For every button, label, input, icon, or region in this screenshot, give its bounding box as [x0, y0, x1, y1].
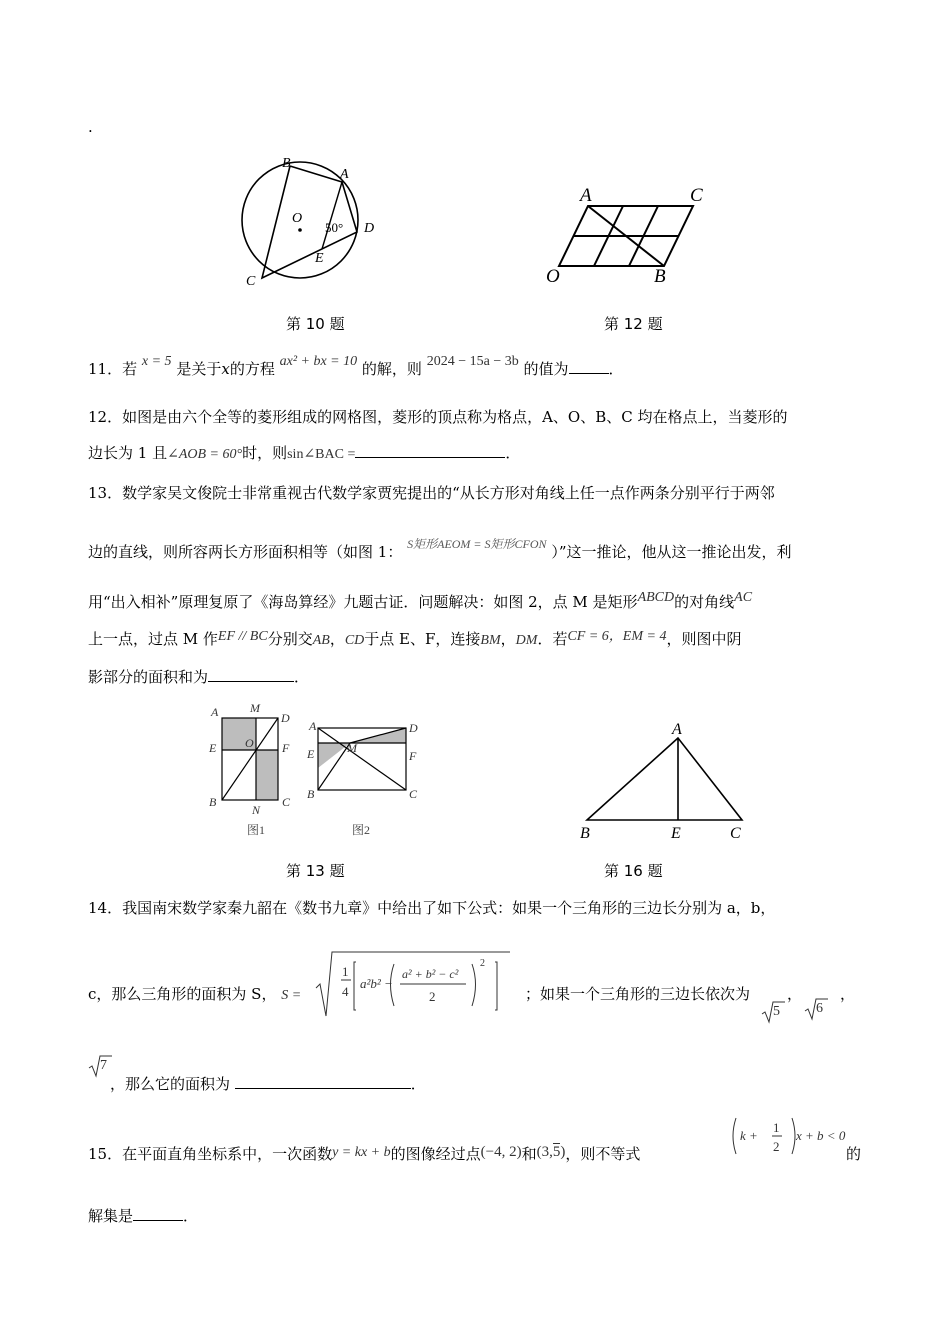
- fig1-caption: 图1: [247, 823, 266, 837]
- answer-blank-14[interactable]: [235, 1074, 411, 1089]
- question-13-line2: 边的直线，则所容两长方形面积相等（如图 1： $^{S矩形AEOM = S矩形CFON}$ ）”这一推论，他从这一推论出发，利: [88, 537, 792, 561]
- inequality-formula: [728, 1114, 846, 1164]
- caption-q12: 第 12 题: [604, 315, 663, 333]
- caption-q16: 第 16 题: [604, 862, 663, 880]
- label-O: O: [245, 736, 254, 750]
- figure-q13-fig1: [205, 700, 305, 840]
- question-15-line1: 15．在平面直角坐标系中，一次函数y = kx + b的图像经过点(−4, 2)和(3,5)，则不等式: [88, 1144, 641, 1163]
- comma-2: ，: [840, 985, 856, 1003]
- numerator: a² + b² − c²: [402, 967, 459, 981]
- label-B: B: [580, 825, 590, 842]
- label-M: M: [347, 741, 357, 755]
- label-E: E: [315, 251, 324, 266]
- figure-q13-fig2: [305, 700, 425, 840]
- answer-blank-13[interactable]: [208, 667, 294, 682]
- question-13-line3: 用“出入相补”原理复原了《海岛算经》九题古证．问题解决：如图 2，点 M 是矩形ABCD的对角线AC: [88, 590, 753, 611]
- figure-q10-circle: [230, 150, 390, 290]
- label-B: B: [307, 787, 315, 801]
- question-12-line2: 边长为 1 且∠AOB = 60°时，则sin∠BAC = ．: [88, 444, 521, 462]
- label-C: C: [730, 825, 741, 842]
- answer-blank-12[interactable]: [355, 443, 505, 458]
- square-exponent: 2: [480, 958, 485, 969]
- label-D: D: [364, 221, 375, 236]
- question-13-line1: 13．数学家吴文俊院士非常重视古代数学家贾宪提出的“从长方形对角线上任一点作两条分别平行于两邻: [88, 484, 775, 502]
- denominator: 2: [429, 989, 436, 1004]
- label-O: O: [292, 211, 303, 226]
- question-14-line3: ，那么它的面积为 ．: [110, 1075, 426, 1093]
- question-15-tail: 的: [846, 1145, 862, 1163]
- label-F: F: [409, 749, 417, 763]
- label-C: C: [690, 185, 703, 206]
- label-B: B: [654, 266, 666, 287]
- label-E: E: [209, 741, 217, 755]
- question-14-line1: 14．我国南宋数学家秦九韶在《数书九章》中给出了如下公式：如果一个三角形的三边长分别为 a，b，: [88, 899, 776, 917]
- label-E: E: [671, 825, 681, 842]
- question-14-line2b: ；如果一个三角形的三边长依次为: [525, 985, 751, 1003]
- term-a2b2: a²b² −: [360, 976, 393, 991]
- caption-q10: 第 10 题: [286, 315, 345, 333]
- answer-blank-11[interactable]: [569, 359, 609, 374]
- figure-q12-grid: [540, 180, 720, 290]
- label-C: C: [409, 787, 418, 801]
- formula-qin-jiushao: [314, 948, 512, 1020]
- label-angle: 50°: [325, 220, 344, 235]
- label-D: D: [281, 711, 290, 725]
- label-A: A: [580, 185, 592, 206]
- frac-four: 4: [342, 984, 349, 999]
- ineq-rest: x + b < 0: [796, 1128, 846, 1143]
- label-B: B: [209, 795, 217, 809]
- label-A: A: [211, 705, 219, 719]
- question-13-line4: 上一点，过点 M 作EF // BC分别交AB，CD于点 E、F，连接BM，DM．若CF = 6，EM = 4，则图中阴: [88, 629, 742, 648]
- fig2-caption: 图2: [352, 823, 371, 837]
- label-A: A: [672, 722, 682, 738]
- label-A: A: [309, 719, 317, 733]
- label-C: C: [246, 274, 256, 289]
- question-13-line5: 影部分的面积和为 ．: [88, 668, 310, 686]
- question-11: 11．若 x = 5 是关于x的方程 ax² + bx = 10 的解，则 2024 − 15a − 3b 的值为 ．: [88, 354, 624, 378]
- label-A: A: [340, 167, 349, 182]
- frac-one: 1: [342, 964, 349, 979]
- label-N: N: [252, 803, 261, 817]
- label-D: D: [409, 721, 418, 735]
- question-15-line2: 解集是 ．: [88, 1207, 199, 1225]
- half-numerator: 1: [773, 1120, 780, 1135]
- label-E: E: [307, 747, 315, 761]
- question-12-line1: 12．如图是由六个全等的菱形组成的网格图，菱形的顶点称为格点，A、O、B、C 均在格点上，当菱形的: [88, 408, 788, 426]
- question-14-line2: c，那么三角形的面积为 S， S =: [88, 985, 302, 1003]
- label-B: B: [282, 156, 291, 171]
- label-O: O: [546, 266, 560, 287]
- caption-q13: 第 13 题: [286, 862, 345, 880]
- answer-blank-15[interactable]: [133, 1206, 183, 1221]
- stray-dot: .: [88, 118, 93, 136]
- figure-q16-triangle: [570, 722, 760, 842]
- ineq-k-plus: k +: [740, 1128, 758, 1143]
- half-denominator: 2: [773, 1139, 780, 1154]
- label-M: M: [250, 701, 260, 715]
- label-C: C: [282, 795, 291, 809]
- label-F: F: [282, 741, 290, 755]
- comma-1: ，: [787, 985, 803, 1003]
